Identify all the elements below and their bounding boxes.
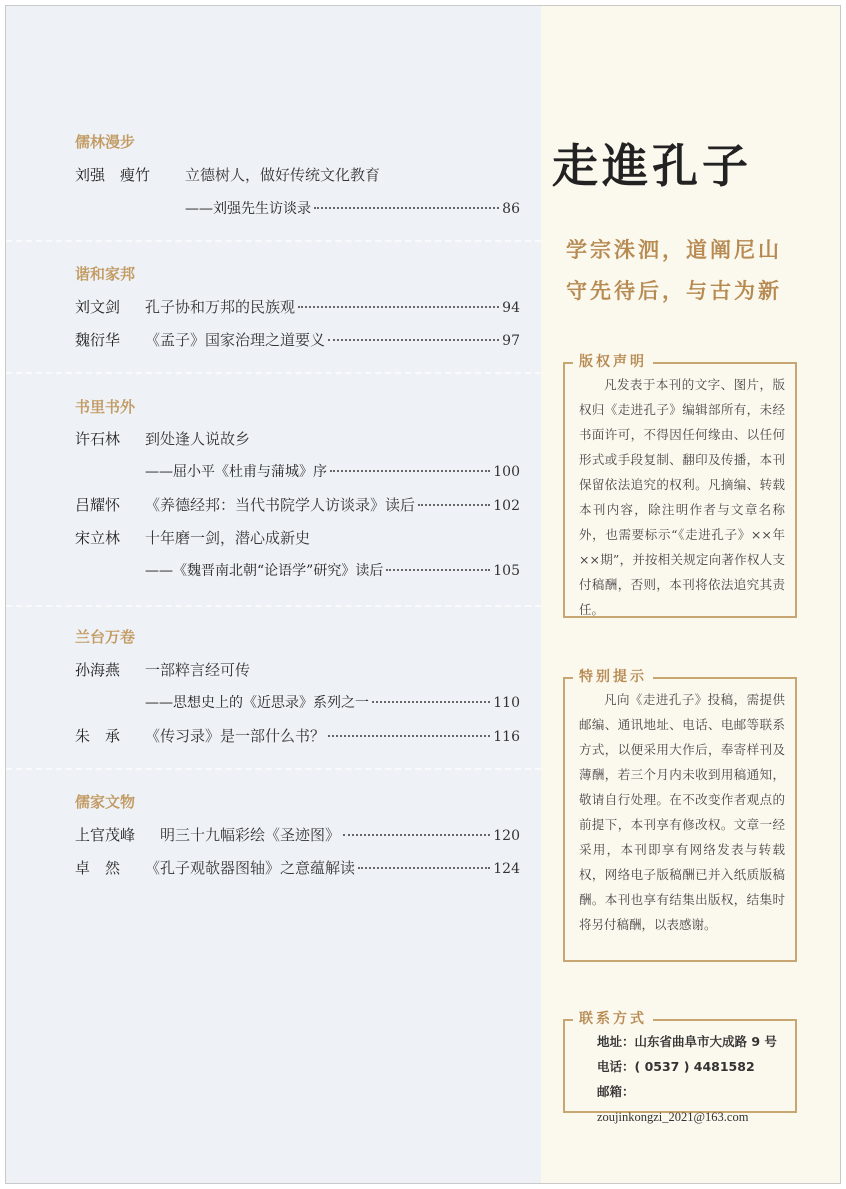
- dot-leader: [358, 867, 490, 869]
- section-heading: 谐和家邦: [75, 265, 136, 283]
- toc-entry[interactable]: [75, 164, 520, 185]
- entry-subtitle: ——思想史上的《近思录》系列之一: [145, 695, 369, 711]
- entry-subtitle: ——《魏晋南北朝“论语学”研究》读后: [145, 563, 384, 579]
- entry-title: 《孔子观欹器图轴》之意蕴解读: [145, 859, 356, 877]
- toc-entry[interactable]: [75, 857, 520, 878]
- copyright-text: 凡发表于本刊的文字、图片，版权归《走进孔子》编辑部所有，未经书面许可，不得因任何缘由、以任何形式或手段复制、翻印及传播，本刊保留依法追究的权利。凡摘编、转载本刊内容，除注明作者与文章名称外，也需要标示“《走进孔子》××年××期”，并按相关规定向著作权人支付稿酬，否则，本刊将依法追究其责任。: [579, 377, 785, 617]
- entry-page: 97: [502, 333, 520, 349]
- contact-heading: 联系方式: [573, 1008, 653, 1028]
- dot-leader: [386, 569, 490, 571]
- entry-title: 到处逢人说故乡: [145, 430, 251, 448]
- section-divider: [6, 372, 541, 374]
- toc-entry[interactable]: [75, 494, 520, 515]
- entry-author: 许石林: [75, 430, 121, 448]
- entry-page: 124: [493, 861, 520, 877]
- entry-author: 刘强 瘦竹: [75, 166, 151, 184]
- contact-phone: 电话：( 0537 ) 4481582: [597, 1059, 755, 1074]
- toc-entry[interactable]: [75, 527, 520, 548]
- contact-email-label: 邮箱：: [597, 1084, 635, 1099]
- entry-page: 120: [493, 828, 520, 844]
- toc-entry-subtitle[interactable]: [75, 198, 520, 218]
- section-heading: 儒林漫步: [75, 133, 136, 151]
- dot-leader: [343, 834, 490, 836]
- entry-page: 102: [493, 498, 520, 514]
- toc-entry[interactable]: [75, 428, 520, 449]
- slogan-line-2: 守先待后，与古为新: [566, 279, 782, 303]
- toc-entry[interactable]: [75, 659, 520, 680]
- slogan-line-1: 学宗洙泗，道阐尼山: [566, 238, 782, 262]
- entry-page: 105: [493, 563, 520, 579]
- contact-box: [563, 1011, 797, 1124]
- dot-leader: [418, 504, 490, 506]
- section-divider: [6, 768, 541, 770]
- notice-box: [563, 669, 797, 962]
- toc-entry-subtitle[interactable]: [75, 692, 520, 712]
- dot-leader: [298, 306, 499, 308]
- entry-title: 立德树人，做好传统文化教育: [185, 166, 381, 184]
- entry-title: 孔子协和万邦的民族观: [145, 298, 296, 316]
- entry-author: 孙海燕: [75, 661, 121, 679]
- entry-author: 刘文剑: [75, 298, 121, 316]
- section-heading: 儒家文物: [75, 793, 136, 811]
- entry-title: 十年磨一剑，潜心成新史: [145, 529, 311, 547]
- toc-entry[interactable]: [75, 824, 520, 845]
- entry-author: 上官茂峰: [75, 826, 136, 844]
- entry-subtitle: ——屈小平《杜甫与蒲城》序: [145, 464, 327, 480]
- entry-page: 100: [493, 464, 520, 480]
- entry-title: 一部粹言经可传: [145, 661, 251, 679]
- section-heading: 兰台万卷: [75, 628, 136, 646]
- entry-page: 86: [502, 201, 520, 217]
- entry-page: 94: [502, 300, 520, 316]
- entry-page: 110: [493, 695, 520, 711]
- entry-author: 朱 承: [75, 727, 121, 745]
- dot-leader: [328, 735, 490, 737]
- entry-subtitle: ——刘强先生访谈录: [185, 201, 311, 217]
- toc-entry-subtitle[interactable]: [75, 461, 520, 481]
- entry-page: 116: [493, 729, 520, 745]
- toc-entry[interactable]: [75, 296, 520, 317]
- section-divider: [6, 240, 541, 242]
- dot-leader: [372, 701, 490, 703]
- entry-title: 《孟子》国家治理之道要义: [145, 331, 326, 349]
- toc-entry-subtitle[interactable]: [75, 560, 520, 580]
- entry-title: 明三十九幅彩绘《圣迹图》: [160, 826, 341, 844]
- section-divider: [6, 605, 541, 607]
- toc-entry[interactable]: [75, 725, 520, 746]
- entry-author: 宋立林: [75, 529, 121, 547]
- notice-text: 凡向《走进孔子》投稿，需提供邮编、通讯地址、电话、电邮等联系方式，以便采用大作后，奉寄样刊及薄酬，若三个月内未收到用稿通知，敬请自行处理。在不改变作者观点的前提下，本刊享有修改权。文章一经采用，本刊即享有网络发表与转载权，网络电子版稿酬已并入纸质版稿酬。本刊也享有结集出版权，结集时将另付稿酬，以表感谢。: [579, 692, 785, 932]
- copyright-box: [563, 354, 797, 618]
- magazine-logo: 走進孔子: [552, 139, 752, 193]
- entry-author: 吕耀怀: [75, 496, 121, 514]
- dot-leader: [314, 207, 499, 209]
- toc-entry[interactable]: [75, 329, 520, 350]
- entry-title: 《传习录》是一部什么书？: [145, 727, 326, 745]
- copyright-heading: 版权声明: [573, 351, 653, 371]
- contact-address: 地址：山东省曲阜市大成路 9 号: [597, 1034, 777, 1049]
- notice-heading: 特别提示: [573, 666, 653, 686]
- contact-email[interactable]: zoujinkongzi_2021@163.com: [597, 1110, 749, 1124]
- dot-leader: [328, 339, 499, 341]
- entry-author: 卓 然: [75, 859, 121, 877]
- dot-leader: [330, 470, 490, 472]
- entry-author: 魏衍华: [75, 331, 121, 349]
- entry-title: 《养德经邦：当代书院学人访谈录》读后: [145, 496, 416, 514]
- section-heading: 书里书外: [75, 398, 136, 416]
